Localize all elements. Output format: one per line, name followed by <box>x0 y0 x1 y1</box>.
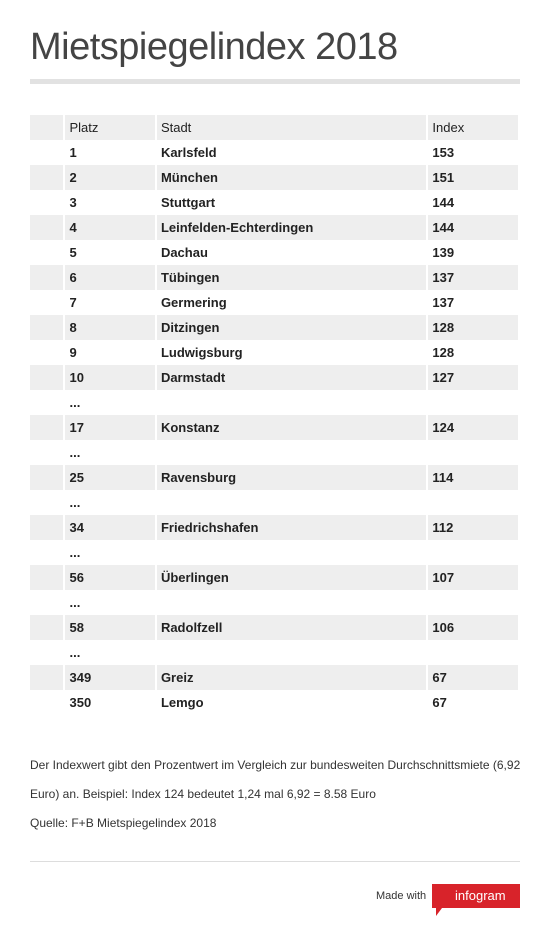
cell-index: 144 <box>426 190 518 215</box>
cell-platz: ... <box>63 490 154 515</box>
row-spacer <box>30 265 63 290</box>
row-spacer <box>30 490 63 515</box>
cell-platz: 9 <box>63 340 154 365</box>
cell-platz: 34 <box>63 515 154 540</box>
cell-stadt <box>155 390 426 415</box>
table-row <box>30 415 518 440</box>
brand-name[interactable]: infogram <box>455 888 506 903</box>
footer-divider <box>30 861 520 862</box>
made-with-label: Made with <box>376 890 427 902</box>
cell-platz: 6 <box>63 265 154 290</box>
cell-index: 139 <box>426 240 518 265</box>
row-spacer <box>30 590 63 615</box>
table-row <box>30 165 518 190</box>
cell-stadt: Friedrichshafen <box>155 515 426 540</box>
row-spacer <box>30 165 63 190</box>
row-spacer <box>30 315 63 340</box>
cell-index: 112 <box>426 515 518 540</box>
header-index: Index <box>426 115 518 140</box>
cell-index: 153 <box>426 140 518 165</box>
cell-index: 114 <box>426 465 518 490</box>
cell-index: 67 <box>426 690 518 715</box>
row-spacer <box>30 615 63 640</box>
table-row <box>30 615 518 640</box>
row-spacer <box>30 640 63 665</box>
cell-stadt <box>155 640 426 665</box>
cell-stadt: Ludwigsburg <box>155 340 426 365</box>
row-spacer <box>30 365 63 390</box>
table-row <box>30 465 518 490</box>
table-row <box>30 215 518 240</box>
cell-index: 137 <box>426 265 518 290</box>
row-spacer <box>30 665 63 690</box>
note-line-1: Der Indexwert gibt den Prozentwert im Vergleich zur bundesweiten Durchschnittsmiete (6,92 <box>30 758 521 772</box>
ranking-table <box>30 115 518 715</box>
row-spacer <box>30 215 63 240</box>
cell-stadt: Darmstadt <box>155 365 426 390</box>
cell-index: 151 <box>426 165 518 190</box>
table-row <box>30 515 518 540</box>
table-row <box>30 140 518 165</box>
cell-stadt: Dachau <box>155 240 426 265</box>
cell-index: 144 <box>426 215 518 240</box>
cell-platz: 1 <box>63 140 154 165</box>
row-spacer <box>30 190 63 215</box>
cell-index <box>426 540 518 565</box>
cell-platz: 349 <box>63 665 154 690</box>
cell-platz: 25 <box>63 465 154 490</box>
cell-stadt: Lemgo <box>155 690 426 715</box>
table-row <box>30 190 518 215</box>
cell-index <box>426 390 518 415</box>
cell-stadt <box>155 590 426 615</box>
cell-stadt: Tübingen <box>155 265 426 290</box>
cell-stadt: München <box>155 165 426 190</box>
cell-platz: ... <box>63 540 154 565</box>
table-row <box>30 240 518 265</box>
cell-index: 128 <box>426 315 518 340</box>
cell-platz: ... <box>63 440 154 465</box>
cell-index: 67 <box>426 665 518 690</box>
cell-stadt: Karlsfeld <box>155 140 426 165</box>
note-line-2: Euro) an. Beispiel: Index 124 bedeutet 1,24 mal 6,92 = 8.58 Euro <box>30 787 376 801</box>
header-stadt: Stadt <box>155 115 426 140</box>
row-spacer <box>30 440 63 465</box>
page-title: Mietspiegelindex 2018 <box>30 26 398 68</box>
cell-platz: 3 <box>63 190 154 215</box>
row-spacer <box>30 390 63 415</box>
cell-index: 128 <box>426 340 518 365</box>
cell-platz: 8 <box>63 315 154 340</box>
table-row <box>30 315 518 340</box>
table-row <box>30 640 518 665</box>
row-spacer <box>30 415 63 440</box>
table-row <box>30 265 518 290</box>
cell-stadt: Leinfelden-Echterdingen <box>155 215 426 240</box>
table-row <box>30 540 518 565</box>
row-spacer <box>30 540 63 565</box>
row-spacer <box>30 290 63 315</box>
table-row <box>30 365 518 390</box>
cell-platz: 350 <box>63 690 154 715</box>
cell-index: 124 <box>426 415 518 440</box>
cell-index <box>426 490 518 515</box>
header-platz: Platz <box>63 115 154 140</box>
cell-stadt: Radolfzell <box>155 615 426 640</box>
cell-index <box>426 590 518 615</box>
cell-index: 127 <box>426 365 518 390</box>
row-spacer <box>30 340 63 365</box>
cell-stadt: Überlingen <box>155 565 426 590</box>
table-row <box>30 390 518 415</box>
table-row <box>30 565 518 590</box>
cell-stadt: Ravensburg <box>155 465 426 490</box>
cell-platz: 7 <box>63 290 154 315</box>
cell-platz: ... <box>63 590 154 615</box>
cell-stadt <box>155 440 426 465</box>
title-underline <box>30 79 520 84</box>
cell-index: 107 <box>426 565 518 590</box>
cell-platz: ... <box>63 640 154 665</box>
cell-index: 106 <box>426 615 518 640</box>
table-row <box>30 690 518 715</box>
header-spacer <box>30 115 63 140</box>
cell-index <box>426 440 518 465</box>
row-spacer <box>30 465 63 490</box>
table-row <box>30 340 518 365</box>
cell-stadt: Konstanz <box>155 415 426 440</box>
cell-platz: 10 <box>63 365 154 390</box>
row-spacer <box>30 515 63 540</box>
cell-platz: 58 <box>63 615 154 640</box>
cell-platz: 56 <box>63 565 154 590</box>
cell-stadt <box>155 490 426 515</box>
cell-platz: 5 <box>63 240 154 265</box>
row-spacer <box>30 240 63 265</box>
table-row <box>30 290 518 315</box>
cell-stadt: Stuttgart <box>155 190 426 215</box>
table-row <box>30 665 518 690</box>
cell-platz: 17 <box>63 415 154 440</box>
cell-platz: 2 <box>63 165 154 190</box>
cell-stadt: Greiz <box>155 665 426 690</box>
cell-platz: 4 <box>63 215 154 240</box>
cell-stadt: Germering <box>155 290 426 315</box>
table-header-row <box>30 115 518 140</box>
table-row <box>30 590 518 615</box>
cell-index <box>426 640 518 665</box>
cell-stadt: Ditzingen <box>155 315 426 340</box>
cell-platz: ... <box>63 390 154 415</box>
source-note: Quelle: F+B Mietspiegelindex 2018 <box>30 816 217 830</box>
row-spacer <box>30 690 63 715</box>
cell-index: 137 <box>426 290 518 315</box>
row-spacer <box>30 565 63 590</box>
table-row <box>30 440 518 465</box>
row-spacer <box>30 140 63 165</box>
table-body <box>30 140 518 715</box>
table-row <box>30 490 518 515</box>
cell-stadt <box>155 540 426 565</box>
